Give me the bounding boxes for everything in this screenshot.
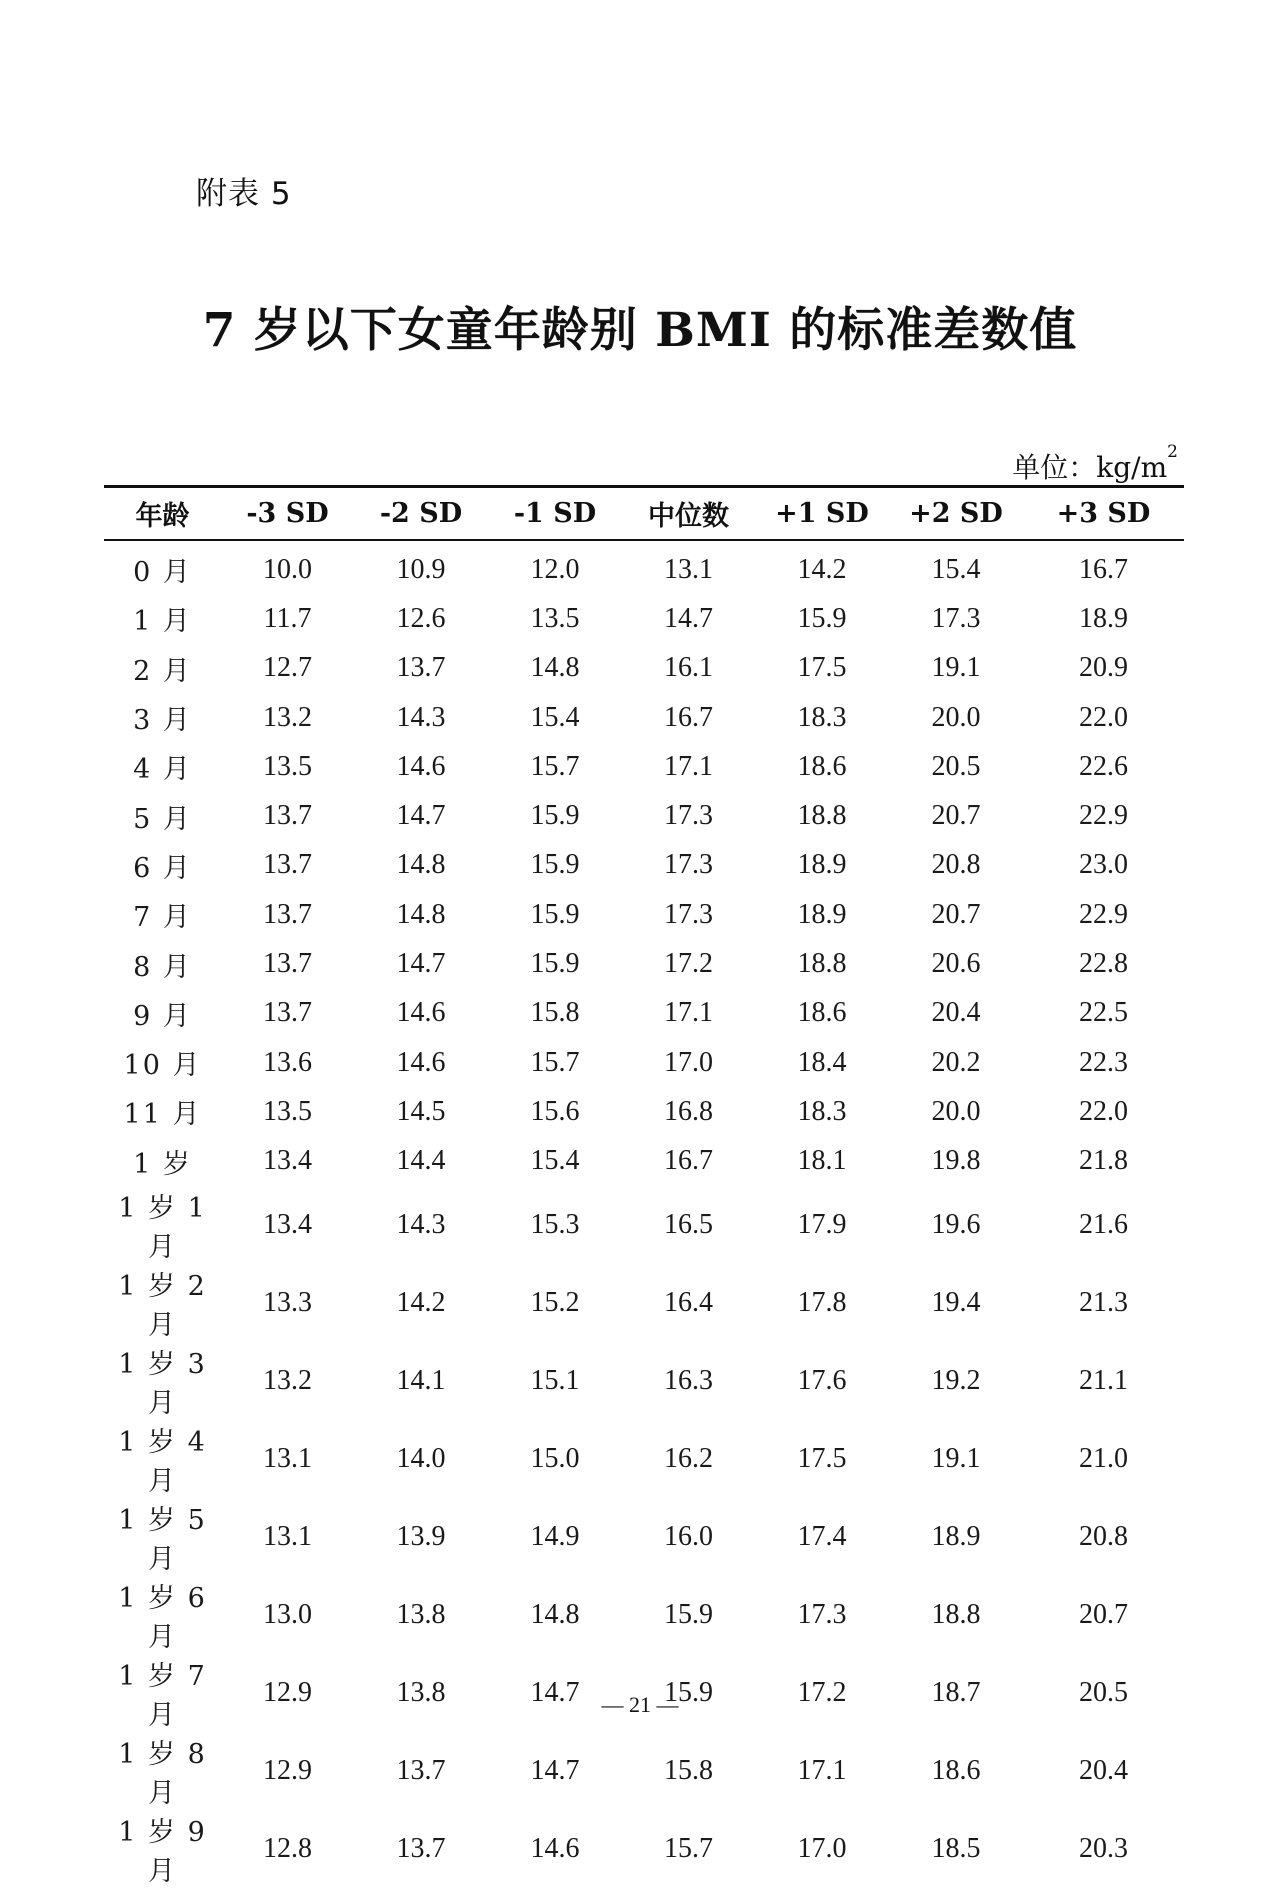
value-cell: 20.7	[931, 800, 981, 832]
value-cell: 21.1	[1079, 1364, 1128, 1396]
value-cell: 15.0	[530, 1442, 580, 1474]
value-cell: 15.9	[797, 602, 847, 634]
value-cell: 13.2	[263, 1364, 312, 1396]
value-cell: 15.6	[530, 1095, 580, 1127]
age-cell: 1 岁 2 月	[118, 1270, 207, 1341]
value-cell: 14.8	[530, 1598, 580, 1630]
value-cell: 14.7	[396, 800, 446, 832]
value-cell: 19.1	[931, 652, 981, 684]
table-body	[104, 540, 1184, 1888]
age-cell: 1 岁 5 月	[118, 1504, 207, 1575]
value-cell: 18.9	[797, 898, 847, 930]
table-row	[104, 1420, 1184, 1498]
value-cell: 21.3	[1079, 1286, 1128, 1318]
value-cell: 22.9	[1079, 898, 1128, 930]
age-cell: 1 岁 6 月	[118, 1582, 207, 1653]
value-cell: 13.5	[263, 1095, 312, 1127]
value-cell: 12.8	[263, 1832, 312, 1864]
value-cell: 20.6	[931, 948, 981, 980]
value-cell: 16.0	[664, 1520, 713, 1552]
value-cell: 18.8	[797, 800, 847, 832]
value-cell: 15.9	[530, 948, 580, 980]
value-cell: 16.4	[664, 1286, 713, 1318]
value-cell: 17.3	[664, 849, 713, 881]
page-number: — 21 —	[601, 1692, 679, 1717]
age-cell: 1 岁 8 月	[118, 1738, 207, 1809]
value-cell: 18.6	[797, 750, 847, 782]
header-minus-2sd: -2 SD	[379, 498, 463, 529]
value-cell: 14.3	[396, 1208, 446, 1240]
value-cell: 18.9	[931, 1520, 981, 1552]
value-cell: 15.8	[530, 997, 580, 1029]
table-row	[104, 890, 1184, 939]
value-cell: 20.5	[1079, 1676, 1128, 1708]
value-cell: 21.8	[1079, 1145, 1128, 1177]
value-cell: 15.8	[664, 1754, 713, 1786]
value-cell: 14.8	[530, 652, 580, 684]
table-row	[104, 841, 1184, 890]
age-cell: 9 月	[133, 1000, 192, 1032]
value-cell: 18.8	[797, 948, 847, 980]
value-cell: 15.2	[530, 1286, 580, 1318]
table-row	[104, 1087, 1184, 1136]
value-cell: 14.6	[530, 1832, 580, 1864]
value-cell: 13.0	[263, 1598, 312, 1630]
age-cell: 2 月	[133, 655, 192, 687]
value-cell: 14.7	[530, 1676, 580, 1708]
value-cell: 15.1	[530, 1364, 580, 1396]
value-cell: 16.8	[664, 1095, 713, 1127]
value-cell: 17.0	[664, 1046, 713, 1078]
value-cell: 19.1	[931, 1442, 981, 1474]
value-cell: 15.3	[530, 1208, 580, 1240]
value-cell: 18.1	[797, 1145, 847, 1177]
value-cell: 20.3	[1079, 1832, 1128, 1864]
value-cell: 15.9	[664, 1598, 713, 1630]
value-cell: 22.3	[1079, 1046, 1128, 1078]
value-cell: 13.7	[263, 898, 312, 930]
header-row	[104, 487, 1184, 541]
value-cell: 11.7	[263, 602, 312, 634]
value-cell: 22.9	[1079, 800, 1128, 832]
header-plus-3sd: +3 SD	[1056, 498, 1151, 529]
value-cell: 12.0	[530, 553, 580, 585]
value-cell: 15.9	[530, 898, 580, 930]
value-cell: 17.1	[664, 750, 713, 782]
value-cell: 13.7	[263, 849, 312, 881]
value-cell: 13.7	[263, 800, 312, 832]
value-cell: 18.5	[931, 1832, 981, 1864]
value-cell: 14.8	[396, 849, 446, 881]
unit-text: 单位：kg/m	[1012, 451, 1168, 484]
value-cell: 13.7	[263, 997, 312, 1029]
value-cell: 18.3	[797, 701, 847, 733]
value-cell: 17.1	[797, 1754, 847, 1786]
value-cell: 14.6	[396, 997, 446, 1029]
value-cell: 18.3	[797, 1095, 847, 1127]
table-row	[104, 791, 1184, 840]
table-row	[104, 693, 1184, 742]
age-cell: 6 月	[133, 852, 192, 884]
table-row	[104, 1137, 1184, 1186]
value-cell: 14.6	[396, 750, 446, 782]
table-row	[104, 1576, 1184, 1654]
table-row	[104, 1264, 1184, 1342]
value-cell: 13.7	[263, 948, 312, 980]
value-cell: 17.3	[664, 898, 713, 930]
value-cell: 20.7	[931, 898, 981, 930]
header-plus-2sd: +2 SD	[909, 498, 1003, 529]
value-cell: 15.7	[664, 1832, 713, 1864]
value-cell: 14.1	[396, 1364, 446, 1396]
value-cell: 17.5	[797, 652, 847, 684]
header-minus-3sd: -3 SD	[246, 498, 329, 529]
age-cell: 7 月	[133, 902, 192, 934]
value-cell: 16.7	[664, 1145, 713, 1177]
value-cell: 20.4	[1079, 1754, 1128, 1786]
appendix-label: 附表 5	[196, 176, 292, 212]
value-cell: 15.9	[530, 800, 580, 832]
value-cell: 17.1	[664, 997, 713, 1029]
table-row	[104, 540, 1184, 594]
value-cell: 14.9	[530, 1520, 580, 1552]
table-row	[104, 644, 1184, 693]
value-cell: 12.7	[263, 652, 312, 684]
value-cell: 17.3	[931, 602, 981, 634]
table-row	[104, 989, 1184, 1038]
value-cell: 14.7	[530, 1754, 580, 1786]
age-cell: 10 月	[123, 1050, 202, 1082]
value-cell: 15.4	[931, 553, 981, 585]
value-cell: 22.8	[1079, 948, 1128, 980]
value-cell: 14.0	[396, 1442, 446, 1474]
age-cell: 0 月	[133, 557, 192, 589]
header-minus-1sd: -1 SD	[513, 498, 597, 529]
age-cell: 1 岁 1 月	[118, 1192, 207, 1263]
table-row	[104, 1186, 1184, 1264]
bmi-sd-table	[104, 485, 1184, 1888]
value-cell: 20.9	[1079, 652, 1128, 684]
value-cell: 14.2	[797, 553, 847, 585]
value-cell: 12.9	[263, 1676, 312, 1708]
value-cell: 10.9	[396, 553, 446, 585]
value-cell: 17.9	[797, 1208, 847, 1240]
value-cell: 15.7	[530, 1046, 580, 1078]
table-row	[104, 742, 1184, 791]
age-cell: 5 月	[133, 803, 192, 835]
unit-superscript: 2	[1167, 442, 1178, 462]
value-cell: 19.6	[931, 1208, 981, 1240]
value-cell: 16.5	[664, 1208, 713, 1240]
value-cell: 14.8	[396, 898, 446, 930]
header-age: 年龄	[135, 501, 190, 532]
value-cell: 18.9	[797, 849, 847, 881]
value-cell: 20.5	[931, 750, 981, 782]
value-cell: 15.9	[664, 1676, 713, 1708]
age-cell: 1 岁 7 月	[118, 1660, 207, 1731]
value-cell: 18.6	[797, 997, 847, 1029]
value-cell: 16.1	[664, 652, 713, 684]
value-cell: 15.4	[530, 701, 580, 733]
value-cell: 19.4	[931, 1286, 981, 1318]
table-row	[104, 1038, 1184, 1087]
age-cell: 1 岁 9 月	[118, 1816, 207, 1887]
value-cell: 13.4	[263, 1145, 312, 1177]
value-cell: 14.5	[396, 1095, 446, 1127]
value-cell: 13.8	[396, 1598, 446, 1630]
value-cell: 22.0	[1079, 701, 1128, 733]
value-cell: 17.5	[797, 1442, 847, 1474]
value-cell: 14.7	[396, 948, 446, 980]
value-cell: 18.9	[1079, 602, 1128, 634]
value-cell: 15.9	[530, 849, 580, 881]
age-cell: 1 岁	[133, 1148, 192, 1180]
value-cell: 18.7	[931, 1676, 981, 1708]
value-cell: 13.9	[396, 1520, 446, 1552]
value-cell: 15.4	[530, 1145, 580, 1177]
value-cell: 13.6	[263, 1046, 312, 1078]
value-cell: 14.4	[396, 1145, 446, 1177]
value-cell: 13.1	[664, 553, 713, 585]
document-title: 7 岁以下女童年龄别 BMI 的标准差数值	[202, 303, 1078, 358]
value-cell: 13.5	[263, 750, 312, 782]
header-median: 中位数	[648, 501, 729, 532]
value-cell: 13.1	[263, 1442, 312, 1474]
value-cell: 17.3	[797, 1598, 847, 1630]
unit-label	[1012, 442, 1178, 486]
value-cell: 23.0	[1079, 849, 1128, 881]
value-cell: 20.8	[931, 849, 981, 881]
table-row	[104, 1732, 1184, 1810]
value-cell: 18.8	[931, 1598, 981, 1630]
header-plus-1sd: +1 SD	[775, 498, 869, 529]
value-cell: 13.7	[396, 652, 446, 684]
value-cell: 10.0	[263, 553, 312, 585]
value-cell: 19.2	[931, 1364, 981, 1396]
value-cell: 21.0	[1079, 1442, 1128, 1474]
table-row	[104, 1810, 1184, 1888]
value-cell: 22.5	[1079, 997, 1128, 1029]
value-cell: 20.7	[1079, 1598, 1128, 1630]
value-cell: 13.5	[530, 602, 580, 634]
age-cell: 11 月	[123, 1099, 202, 1131]
value-cell: 12.6	[396, 602, 446, 634]
value-cell: 17.2	[664, 948, 713, 980]
age-cell: 8 月	[133, 951, 192, 983]
value-cell: 17.2	[797, 1676, 847, 1708]
value-cell: 14.7	[664, 602, 713, 634]
value-cell: 13.7	[396, 1754, 446, 1786]
value-cell: 17.0	[797, 1832, 847, 1864]
value-cell: 20.0	[931, 701, 981, 733]
table-row	[104, 594, 1184, 643]
age-cell: 1 岁 3 月	[118, 1348, 207, 1419]
value-cell: 22.0	[1079, 1095, 1128, 1127]
value-cell: 16.7	[664, 701, 713, 733]
age-cell: 1 岁 4 月	[118, 1426, 207, 1497]
value-cell: 13.8	[396, 1676, 446, 1708]
table-row	[104, 1342, 1184, 1420]
value-cell: 17.3	[664, 800, 713, 832]
value-cell: 13.2	[263, 701, 312, 733]
age-cell: 4 月	[133, 754, 192, 786]
value-cell: 13.7	[396, 1832, 446, 1864]
value-cell: 15.7	[530, 750, 580, 782]
value-cell: 22.6	[1079, 750, 1128, 782]
age-cell: 3 月	[133, 705, 192, 737]
value-cell: 13.1	[263, 1520, 312, 1552]
table-row	[104, 1498, 1184, 1576]
value-cell: 16.3	[664, 1364, 713, 1396]
value-cell: 17.6	[797, 1364, 847, 1396]
value-cell: 14.3	[396, 701, 446, 733]
value-cell: 13.3	[263, 1286, 312, 1318]
value-cell: 18.4	[797, 1046, 847, 1078]
value-cell: 20.4	[931, 997, 981, 1029]
value-cell: 20.2	[931, 1046, 981, 1078]
value-cell: 17.4	[797, 1520, 847, 1552]
value-cell: 17.8	[797, 1286, 847, 1318]
value-cell: 20.8	[1079, 1520, 1128, 1552]
value-cell: 20.0	[931, 1095, 981, 1127]
value-cell: 13.4	[263, 1208, 312, 1240]
value-cell: 21.6	[1079, 1208, 1128, 1240]
value-cell: 12.9	[263, 1754, 312, 1786]
age-cell: 1 月	[133, 606, 192, 638]
value-cell: 14.2	[396, 1286, 446, 1318]
value-cell: 16.2	[664, 1442, 713, 1474]
table-header	[104, 487, 1184, 541]
value-cell: 14.6	[396, 1046, 446, 1078]
value-cell: 18.6	[931, 1754, 981, 1786]
value-cell: 19.8	[931, 1145, 981, 1177]
table-row	[104, 939, 1184, 988]
value-cell: 16.7	[1079, 553, 1128, 585]
